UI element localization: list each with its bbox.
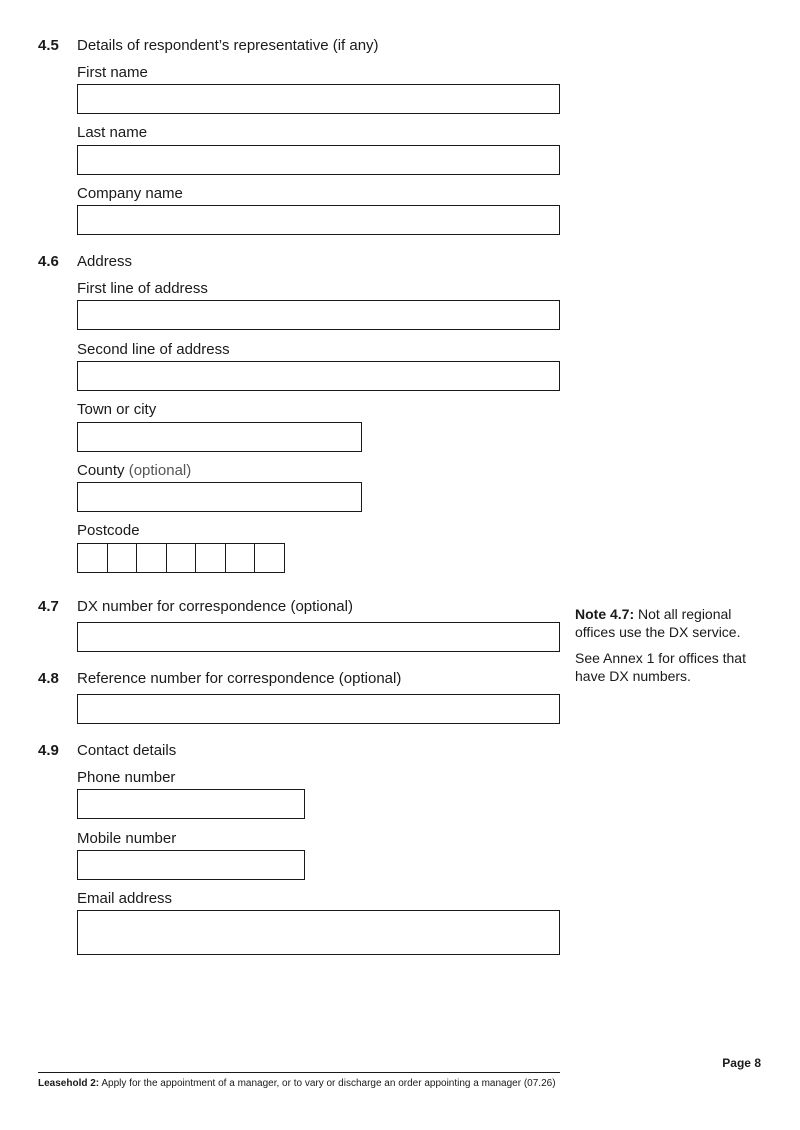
town-label: Town or city [77, 401, 157, 418]
postcode-cell[interactable] [136, 543, 167, 573]
first-name-field[interactable] [77, 84, 560, 114]
last-name-field[interactable] [77, 145, 560, 175]
section-title-4-7: DX number for correspondence (optional) [77, 598, 353, 615]
county-optional-text: (optional) [128, 462, 192, 479]
note-paragraph-2: See Annex 1 for offices that have DX numbers. [575, 650, 746, 684]
town-field[interactable] [77, 422, 362, 452]
address-line1-label: First line of address [77, 280, 208, 297]
mobile-label: Mobile number [77, 830, 177, 847]
section-number-4-6: 4.6 [38, 253, 59, 270]
postcode-label: Postcode [77, 522, 140, 539]
company-name-label: Company name [77, 185, 183, 202]
note-4-7 [575, 605, 775, 693]
section-title-4-9: Contact details [77, 742, 177, 759]
note-text-1: Not all regional offices use the DX service. [575, 606, 741, 640]
address-line2-label: Second line of address [77, 341, 230, 358]
postcode-cell[interactable] [77, 543, 108, 573]
note-paragraph-1 [575, 605, 775, 641]
last-name-label: Last name [77, 124, 148, 141]
footer-divider [38, 1072, 560, 1073]
company-name-field[interactable] [77, 205, 560, 235]
mobile-field[interactable] [77, 850, 305, 880]
footer-text [38, 1078, 556, 1089]
note-heading: Note 4.7: [575, 606, 635, 622]
postcode-cell[interactable] [254, 543, 285, 573]
postcode-field [77, 543, 285, 573]
postcode-cell[interactable] [107, 543, 138, 573]
footer-form-name: Leasehold 2: [38, 1078, 100, 1089]
email-label: Email address [77, 890, 173, 907]
reference-number-field[interactable] [77, 694, 560, 724]
section-title-4-5: Details of respondent’s representative (if any) [77, 37, 379, 54]
email-field[interactable] [77, 910, 560, 955]
footer-description: Apply for the appointment of a manager, or to vary or discharge an order appointing a manager (07.26) [99, 1078, 556, 1089]
county-field[interactable] [77, 482, 362, 512]
section-number-4-5: 4.5 [38, 37, 59, 54]
section-number-4-7: 4.7 [38, 598, 59, 615]
county-label-text: County [77, 462, 125, 479]
county-label [77, 462, 191, 479]
page-number: Page 8 [722, 1056, 761, 1070]
postcode-cell[interactable] [166, 543, 197, 573]
phone-label: Phone number [77, 769, 176, 786]
address-line1-field[interactable] [77, 300, 560, 330]
postcode-cell[interactable] [195, 543, 226, 573]
phone-field[interactable] [77, 789, 305, 819]
first-name-label: First name [77, 64, 148, 81]
section-number-4-9: 4.9 [38, 742, 59, 759]
section-title-4-6: Address [77, 253, 133, 270]
postcode-cell[interactable] [225, 543, 256, 573]
section-title-4-8: Reference number for correspondence (optional) [77, 670, 402, 687]
dx-number-field[interactable] [77, 622, 560, 652]
section-number-4-8: 4.8 [38, 670, 59, 687]
address-line2-field[interactable] [77, 361, 560, 391]
